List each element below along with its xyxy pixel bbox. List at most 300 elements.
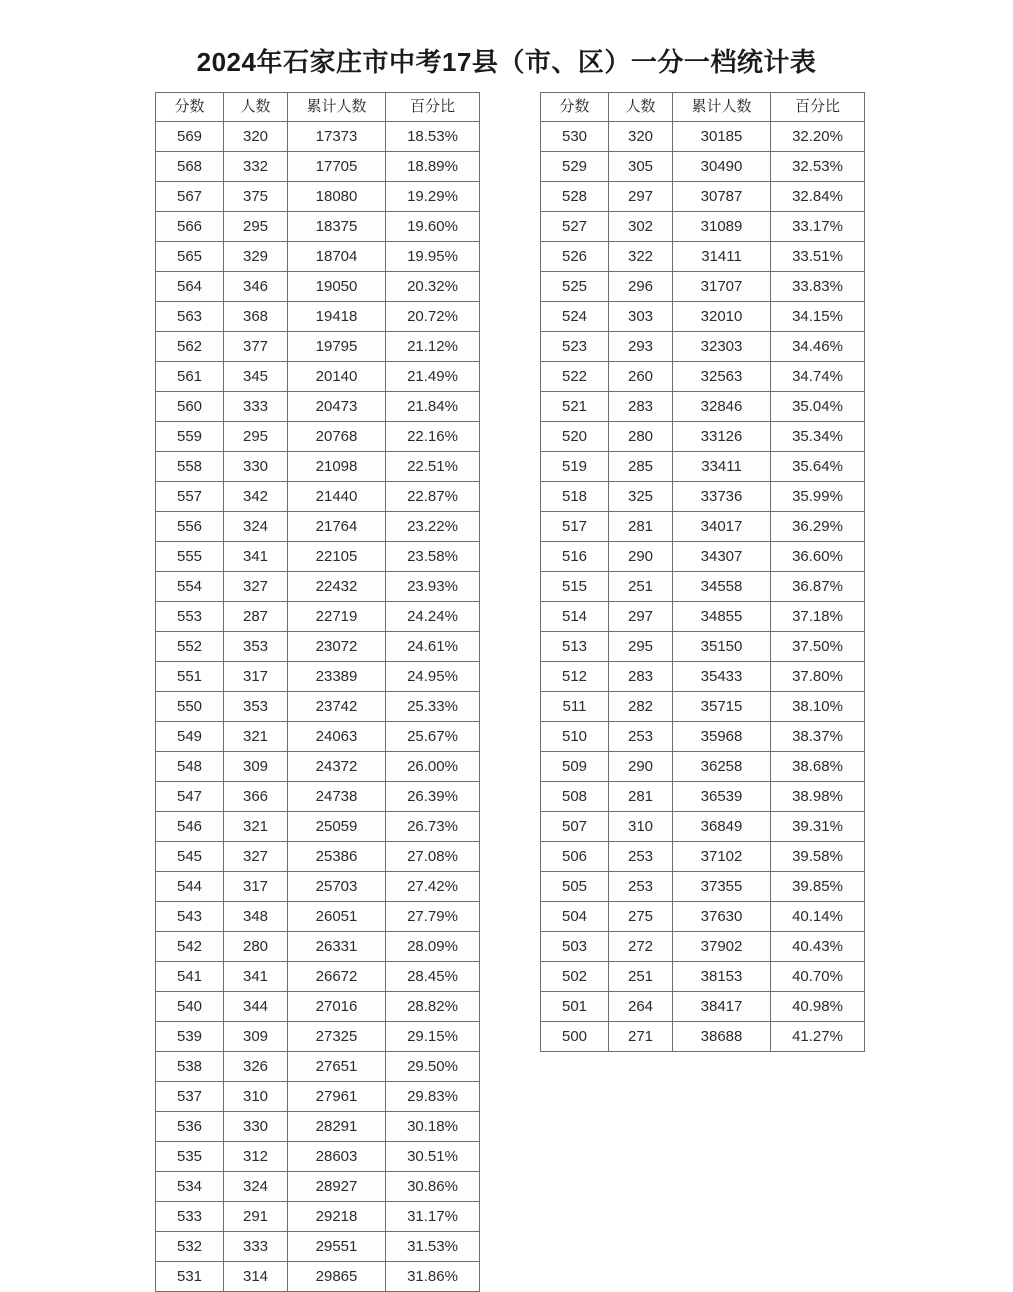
cell-count: 327 [224, 572, 288, 602]
cell-cumulative: 25059 [288, 812, 386, 842]
cell-percent: 23.22% [386, 512, 480, 542]
cell-percent: 32.84% [771, 182, 865, 212]
cell-count: 272 [609, 932, 673, 962]
page-title: 2024年石家庄市中考17县（市、区）一分一档统计表 [196, 47, 817, 77]
table-row [156, 422, 480, 452]
table-row [541, 872, 865, 902]
table-row [156, 782, 480, 812]
cell-percent: 32.20% [771, 122, 865, 152]
cell-percent: 36.60% [771, 542, 865, 572]
cell-percent: 27.08% [386, 842, 480, 872]
table-row [156, 512, 480, 542]
cell-score: 560 [156, 392, 224, 422]
table-row [541, 302, 865, 332]
table-row [541, 932, 865, 962]
table-row [541, 182, 865, 212]
cell-percent: 31.53% [386, 1232, 480, 1262]
cell-count: 344 [224, 992, 288, 1022]
cell-score: 511 [541, 692, 609, 722]
table-row [156, 632, 480, 662]
cell-percent: 39.58% [771, 842, 865, 872]
table-body-right [541, 122, 865, 1052]
cell-cumulative: 35433 [673, 662, 771, 692]
cell-cumulative: 23742 [288, 692, 386, 722]
cell-score: 528 [541, 182, 609, 212]
cell-cumulative: 26331 [288, 932, 386, 962]
column-header-percent: 百分比 [771, 93, 865, 122]
cell-percent: 33.83% [771, 272, 865, 302]
cell-percent: 30.51% [386, 1142, 480, 1172]
cell-count: 282 [609, 692, 673, 722]
cell-cumulative: 38688 [673, 1022, 771, 1052]
cell-score: 501 [541, 992, 609, 1022]
cell-count: 295 [224, 212, 288, 242]
cell-cumulative: 22432 [288, 572, 386, 602]
table-row [156, 1022, 480, 1052]
cell-score: 562 [156, 332, 224, 362]
cell-percent: 38.10% [771, 692, 865, 722]
cell-count: 253 [609, 872, 673, 902]
table-row [541, 242, 865, 272]
cell-percent: 35.99% [771, 482, 865, 512]
table-row [156, 212, 480, 242]
table-row [156, 272, 480, 302]
cell-cumulative: 18375 [288, 212, 386, 242]
cell-percent: 32.53% [771, 152, 865, 182]
cell-count: 309 [224, 752, 288, 782]
table-row [156, 602, 480, 632]
table-row [541, 1022, 865, 1052]
cell-count: 251 [609, 572, 673, 602]
cell-score: 531 [156, 1262, 224, 1292]
table-row [156, 1142, 480, 1172]
table-row [156, 752, 480, 782]
cell-percent: 35.64% [771, 452, 865, 482]
table-row [156, 992, 480, 1022]
table-row [156, 182, 480, 212]
cell-score: 567 [156, 182, 224, 212]
table-row [156, 362, 480, 392]
cell-score: 522 [541, 362, 609, 392]
cell-cumulative: 27651 [288, 1052, 386, 1082]
cell-score: 502 [541, 962, 609, 992]
cell-percent: 34.15% [771, 302, 865, 332]
cell-score: 565 [156, 242, 224, 272]
cell-count: 325 [609, 482, 673, 512]
cell-score: 555 [156, 542, 224, 572]
cell-cumulative: 38153 [673, 962, 771, 992]
cell-cumulative: 25386 [288, 842, 386, 872]
table-row [156, 152, 480, 182]
cell-score: 526 [541, 242, 609, 272]
cell-cumulative: 23072 [288, 632, 386, 662]
column-header-score: 分数 [156, 93, 224, 122]
table-row [156, 662, 480, 692]
cell-percent: 36.87% [771, 572, 865, 602]
cell-count: 280 [224, 932, 288, 962]
table-row [156, 1262, 480, 1292]
table-row [156, 932, 480, 962]
cell-score: 563 [156, 302, 224, 332]
cell-cumulative: 19050 [288, 272, 386, 302]
cell-score: 554 [156, 572, 224, 602]
cell-cumulative: 38417 [673, 992, 771, 1022]
table-header-row [156, 93, 480, 122]
table-header-right [541, 93, 865, 122]
table-row [541, 722, 865, 752]
cell-cumulative: 31089 [673, 212, 771, 242]
cell-count: 330 [224, 452, 288, 482]
cell-percent: 28.09% [386, 932, 480, 962]
cell-percent: 22.87% [386, 482, 480, 512]
cell-count: 353 [224, 632, 288, 662]
cell-score: 542 [156, 932, 224, 962]
cell-percent: 37.18% [771, 602, 865, 632]
table-row [156, 1172, 480, 1202]
cell-score: 519 [541, 452, 609, 482]
cell-cumulative: 37902 [673, 932, 771, 962]
cell-percent: 24.95% [386, 662, 480, 692]
cell-count: 324 [224, 512, 288, 542]
cell-percent: 19.60% [386, 212, 480, 242]
table-row [541, 452, 865, 482]
table-row [541, 122, 865, 152]
cell-cumulative: 20768 [288, 422, 386, 452]
table-row [156, 1052, 480, 1082]
cell-cumulative: 18080 [288, 182, 386, 212]
cell-score: 510 [541, 722, 609, 752]
cell-score: 551 [156, 662, 224, 692]
table-row [541, 482, 865, 512]
cell-count: 345 [224, 362, 288, 392]
cell-score: 504 [541, 902, 609, 932]
table-header-left [156, 93, 480, 122]
table-row [541, 512, 865, 542]
cell-count: 341 [224, 962, 288, 992]
cell-count: 333 [224, 392, 288, 422]
cell-count: 295 [224, 422, 288, 452]
cell-count: 320 [609, 122, 673, 152]
cell-cumulative: 26672 [288, 962, 386, 992]
cell-percent: 30.18% [386, 1112, 480, 1142]
cell-score: 569 [156, 122, 224, 152]
cell-cumulative: 27016 [288, 992, 386, 1022]
cell-cumulative: 36258 [673, 752, 771, 782]
cell-score: 534 [156, 1172, 224, 1202]
cell-percent: 31.17% [386, 1202, 480, 1232]
cell-count: 366 [224, 782, 288, 812]
cell-score: 507 [541, 812, 609, 842]
cell-count: 327 [224, 842, 288, 872]
table-row [541, 812, 865, 842]
cell-count: 297 [609, 182, 673, 212]
cell-cumulative: 27961 [288, 1082, 386, 1112]
cell-score: 533 [156, 1202, 224, 1232]
cell-cumulative: 32303 [673, 332, 771, 362]
table-row [156, 572, 480, 602]
table-row [541, 632, 865, 662]
cell-score: 547 [156, 782, 224, 812]
cell-cumulative: 24063 [288, 722, 386, 752]
cell-cumulative: 29218 [288, 1202, 386, 1232]
cell-percent: 40.43% [771, 932, 865, 962]
cell-cumulative: 30185 [673, 122, 771, 152]
cell-count: 332 [224, 152, 288, 182]
cell-score: 552 [156, 632, 224, 662]
cell-count: 293 [609, 332, 673, 362]
cell-percent: 35.04% [771, 392, 865, 422]
cell-count: 342 [224, 482, 288, 512]
cell-score: 532 [156, 1232, 224, 1262]
cell-count: 271 [609, 1022, 673, 1052]
cell-cumulative: 24372 [288, 752, 386, 782]
cell-cumulative: 35968 [673, 722, 771, 752]
cell-cumulative: 37630 [673, 902, 771, 932]
cell-count: 377 [224, 332, 288, 362]
cell-count: 312 [224, 1142, 288, 1172]
cell-count: 317 [224, 872, 288, 902]
cell-percent: 41.27% [771, 1022, 865, 1052]
cell-percent: 38.68% [771, 752, 865, 782]
cell-count: 353 [224, 692, 288, 722]
cell-score: 521 [541, 392, 609, 422]
cell-cumulative: 26051 [288, 902, 386, 932]
cell-cumulative: 30490 [673, 152, 771, 182]
cell-cumulative: 32846 [673, 392, 771, 422]
cell-cumulative: 33411 [673, 452, 771, 482]
cell-count: 253 [609, 722, 673, 752]
cell-percent: 21.84% [386, 392, 480, 422]
cell-cumulative: 25703 [288, 872, 386, 902]
table-row [541, 542, 865, 572]
cell-count: 285 [609, 452, 673, 482]
cell-cumulative: 37102 [673, 842, 771, 872]
cell-score: 509 [541, 752, 609, 782]
column-header-count: 人数 [224, 93, 288, 122]
cell-count: 346 [224, 272, 288, 302]
cell-score: 561 [156, 362, 224, 392]
cell-count: 321 [224, 722, 288, 752]
column-header-percent: 百分比 [386, 93, 480, 122]
cell-score: 508 [541, 782, 609, 812]
cell-score: 518 [541, 482, 609, 512]
cell-percent: 29.83% [386, 1082, 480, 1112]
cell-count: 310 [609, 812, 673, 842]
cell-count: 264 [609, 992, 673, 1022]
cell-cumulative: 17705 [288, 152, 386, 182]
table-row [156, 242, 480, 272]
cell-score: 513 [541, 632, 609, 662]
table-row [156, 302, 480, 332]
cell-score: 516 [541, 542, 609, 572]
table-row [541, 692, 865, 722]
cell-score: 543 [156, 902, 224, 932]
table-row [541, 572, 865, 602]
cell-percent: 26.73% [386, 812, 480, 842]
table-row [156, 692, 480, 722]
cell-cumulative: 21440 [288, 482, 386, 512]
cell-percent: 40.14% [771, 902, 865, 932]
cell-cumulative: 27325 [288, 1022, 386, 1052]
cell-count: 310 [224, 1082, 288, 1112]
column-header-count: 人数 [609, 93, 673, 122]
cell-score: 535 [156, 1142, 224, 1172]
cell-cumulative: 31411 [673, 242, 771, 272]
cell-cumulative: 20473 [288, 392, 386, 422]
cell-percent: 22.16% [386, 422, 480, 452]
cell-percent: 37.80% [771, 662, 865, 692]
cell-percent: 27.42% [386, 872, 480, 902]
cell-percent: 35.34% [771, 422, 865, 452]
cell-count: 283 [609, 662, 673, 692]
cell-count: 305 [609, 152, 673, 182]
cell-percent: 27.79% [386, 902, 480, 932]
cell-cumulative: 29865 [288, 1262, 386, 1292]
cell-percent: 25.67% [386, 722, 480, 752]
cell-count: 290 [609, 752, 673, 782]
cell-percent: 33.17% [771, 212, 865, 242]
cell-cumulative: 19795 [288, 332, 386, 362]
cell-percent: 18.89% [386, 152, 480, 182]
cell-count: 251 [609, 962, 673, 992]
cell-score: 546 [156, 812, 224, 842]
table-row [156, 962, 480, 992]
cell-score: 538 [156, 1052, 224, 1082]
table-row [541, 962, 865, 992]
table-row [541, 902, 865, 932]
cell-cumulative: 35150 [673, 632, 771, 662]
cell-cumulative: 34855 [673, 602, 771, 632]
table-row [156, 812, 480, 842]
cell-score: 536 [156, 1112, 224, 1142]
cell-count: 283 [609, 392, 673, 422]
cell-score: 537 [156, 1082, 224, 1112]
cell-score: 558 [156, 452, 224, 482]
cell-cumulative: 21764 [288, 512, 386, 542]
cell-percent: 39.31% [771, 812, 865, 842]
cell-percent: 22.51% [386, 452, 480, 482]
cell-score: 568 [156, 152, 224, 182]
cell-count: 330 [224, 1112, 288, 1142]
cell-count: 302 [609, 212, 673, 242]
cell-count: 320 [224, 122, 288, 152]
cell-cumulative: 33126 [673, 422, 771, 452]
column-header-cumulative: 累计人数 [673, 93, 771, 122]
cell-percent: 25.33% [386, 692, 480, 722]
cell-count: 280 [609, 422, 673, 452]
cell-count: 326 [224, 1052, 288, 1082]
cell-count: 281 [609, 782, 673, 812]
score-distribution-table-right [540, 92, 865, 1052]
cell-cumulative: 33736 [673, 482, 771, 512]
cell-cumulative: 19418 [288, 302, 386, 332]
cell-count: 309 [224, 1022, 288, 1052]
cell-score: 548 [156, 752, 224, 782]
table-row [541, 602, 865, 632]
table-row [156, 1112, 480, 1142]
cell-count: 329 [224, 242, 288, 272]
cell-percent: 31.86% [386, 1262, 480, 1292]
cell-percent: 23.58% [386, 542, 480, 572]
cell-cumulative: 20140 [288, 362, 386, 392]
cell-count: 322 [609, 242, 673, 272]
cell-score: 527 [541, 212, 609, 242]
cell-cumulative: 28603 [288, 1142, 386, 1172]
table-row [541, 362, 865, 392]
cell-cumulative: 23389 [288, 662, 386, 692]
table-row [541, 332, 865, 362]
cell-score: 539 [156, 1022, 224, 1052]
cell-percent: 38.37% [771, 722, 865, 752]
cell-cumulative: 29551 [288, 1232, 386, 1262]
table-row [156, 842, 480, 872]
cell-cumulative: 21098 [288, 452, 386, 482]
cell-score: 520 [541, 422, 609, 452]
cell-percent: 26.39% [386, 782, 480, 812]
cell-score: 506 [541, 842, 609, 872]
table-row [541, 752, 865, 782]
cell-cumulative: 30787 [673, 182, 771, 212]
cell-percent: 18.53% [386, 122, 480, 152]
cell-score: 540 [156, 992, 224, 1022]
cell-score: 524 [541, 302, 609, 332]
cell-percent: 36.29% [771, 512, 865, 542]
cell-count: 296 [609, 272, 673, 302]
score-distribution-table-left [155, 92, 480, 1292]
table-row [156, 872, 480, 902]
cell-cumulative: 31707 [673, 272, 771, 302]
table-row [541, 392, 865, 422]
table-row [156, 722, 480, 752]
cell-percent: 29.15% [386, 1022, 480, 1052]
cell-cumulative: 32563 [673, 362, 771, 392]
cell-percent: 40.70% [771, 962, 865, 992]
cell-score: 557 [156, 482, 224, 512]
cell-count: 348 [224, 902, 288, 932]
cell-cumulative: 28291 [288, 1112, 386, 1142]
table-row [541, 782, 865, 812]
cell-percent: 28.45% [386, 962, 480, 992]
cell-score: 523 [541, 332, 609, 362]
cell-score: 541 [156, 962, 224, 992]
cell-percent: 24.24% [386, 602, 480, 632]
cell-percent: 30.86% [386, 1172, 480, 1202]
cell-percent: 28.82% [386, 992, 480, 1022]
table-row [541, 212, 865, 242]
column-header-score: 分数 [541, 93, 609, 122]
cell-count: 317 [224, 662, 288, 692]
cell-percent: 24.61% [386, 632, 480, 662]
cell-count: 287 [224, 602, 288, 632]
cell-cumulative: 18704 [288, 242, 386, 272]
cell-percent: 29.50% [386, 1052, 480, 1082]
cell-score: 549 [156, 722, 224, 752]
cell-count: 291 [224, 1202, 288, 1232]
cell-cumulative: 28927 [288, 1172, 386, 1202]
cell-count: 275 [609, 902, 673, 932]
cell-cumulative: 36539 [673, 782, 771, 812]
table-row [156, 902, 480, 932]
table-row [541, 992, 865, 1022]
cell-count: 253 [609, 842, 673, 872]
cell-count: 303 [609, 302, 673, 332]
table-row [156, 392, 480, 422]
table-row [156, 1082, 480, 1112]
cell-percent: 23.93% [386, 572, 480, 602]
cell-percent: 39.85% [771, 872, 865, 902]
cell-score: 515 [541, 572, 609, 602]
cell-score: 566 [156, 212, 224, 242]
